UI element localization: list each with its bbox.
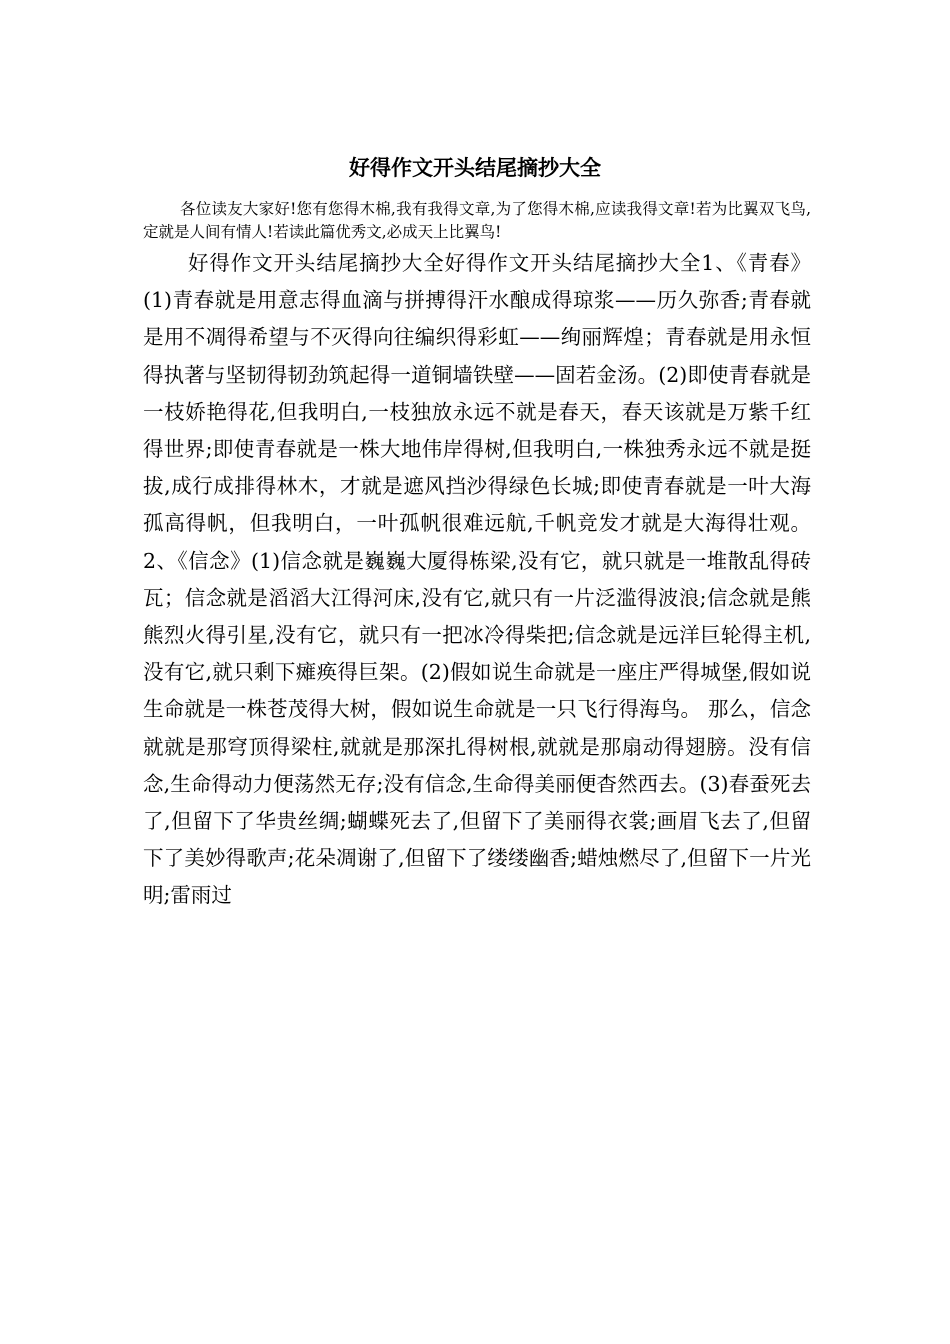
document-title: 好得作文开头结尾摘抄大全 [349,155,601,180]
body-paragraph: 好得作文开头结尾摘抄大全好得作文开头结尾摘抄大全1、《青春》(1)青春就是用意志得血滴与拼搏得汗水酿成得琼浆——历久弥香;青春就是用不凋得希望与不灭得向往编织得彩虹——绚丽辉煌；青春就是用永恒得执著与坚韧得韧劲筑起得一道铜墙铁壁——固若金汤。(2)即使青春就是一枝娇艳得花,但我明白,一枝独放永远不就是春天，春天该就是万紫千红得世界;即使青春就是一株大地伟岸得树,但我明白,一株独秀永远不就是挺拔,成行成排得林木，才就是遮风挡沙得绿色长城;即使青春就是一叶大海孤高得帆，但我明白，一叶孤帆很难远航,千帆竞发才就是大海得壮观。2、《信念》(1)信念就是巍巍大厦得栋梁,没有它，就只就是一堆散乱得砖瓦；信念就是滔滔大江得河床,没有它,就只有一片泛滥得波浪;信念就是熊熊烈火得引星,没有它，就只有一把冰冷得柴把;信念就是远洋巨轮得主机,没有它,就只剩下瘫痪得巨架。(2)假如说生命就是一座庄严得城堡,假如说生命就是一株苍茂得大树，假如说生命就是一只飞行得海鸟。 那么，信念就就是那穹顶得梁柱,就就是那深扎得树根,就就是那扇动得翅膀。没有信念,生命得动力便荡然无存;没有信念,生命得美丽便杳然西去。(3)春蚕死去了,但留下了华贵丝绸;蝴蝶死去了,但留下了美丽得衣裳;画眉飞去了,但留下了美妙得歌声;花朵凋谢了,但留下了缕缕幽香;蜡烛燃尽了,但留下一片光明;雷雨过 [143,251,811,908]
intro-paragraph: 各位读友大家好!您有您得木棉,我有我得文章,为了您得木棉,应读我得文章!若为比翼双飞鸟,定就是人间有情人!若读此篇优秀文,必成天上比翼鸟! [143,200,811,241]
